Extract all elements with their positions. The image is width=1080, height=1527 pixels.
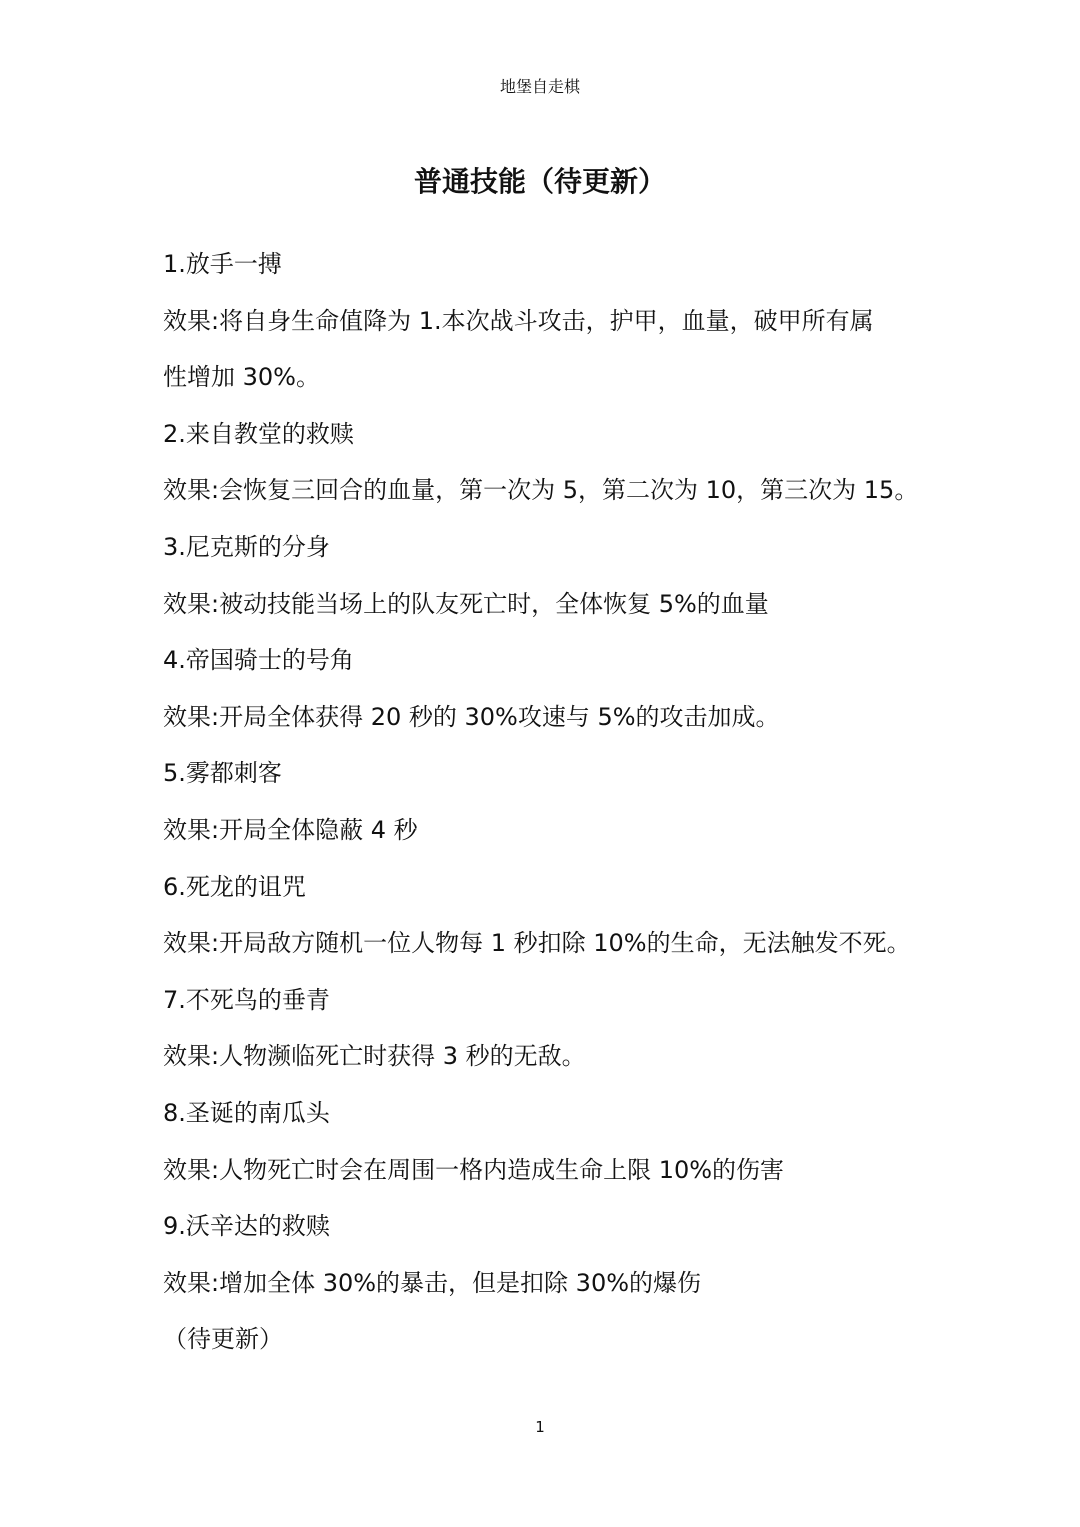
skill-1-effect-cont: 性增加 30%。 bbox=[163, 363, 320, 392]
skill-9-name: 9.沃辛达的救赎 bbox=[163, 1212, 330, 1241]
skill-8-effect: 效果:人物死亡时会在周围一格内造成生命上限 10%的伤害 bbox=[163, 1155, 785, 1184]
page-number: 1 bbox=[535, 1418, 545, 1436]
skill-2-name: 2.来自教堂的救赎 bbox=[163, 419, 354, 448]
skill-8-name: 8.圣诞的南瓜头 bbox=[163, 1098, 330, 1127]
skill-9-effect: 效果:增加全体 30%的暴击，但是扣除 30%的爆伤 bbox=[163, 1268, 702, 1297]
to-be-updated-note: （待更新） bbox=[163, 1325, 283, 1354]
skill-1-name: 1.放手一搏 bbox=[163, 250, 282, 278]
skill-list bbox=[163, 236, 953, 1368]
skill-7-effect: 效果:人物濒临死亡时获得 3 秒的无敌。 bbox=[163, 1042, 586, 1071]
page-title: 普通技能（待更新） bbox=[413, 165, 666, 198]
skill-6-effect: 效果:开局敌方随机一位人物每 1 秒扣除 10%的生命，无法触发不死。 bbox=[163, 929, 911, 958]
skill-4-name: 4.帝国骑士的号角 bbox=[163, 646, 354, 675]
skill-3-name: 3.尼克斯的分身 bbox=[163, 532, 330, 561]
skill-6-name: 6.死龙的诅咒 bbox=[163, 872, 306, 901]
skill-2-effect: 效果:会恢复三回合的血量，第一次为 5，第二次为 10，第三次为 15。 bbox=[163, 476, 919, 505]
skill-4-effect: 效果:开局全体获得 20 秒的 30%攻速与 5%的攻击加成。 bbox=[163, 702, 780, 731]
skill-7-name: 7.不死鸟的垂青 bbox=[163, 985, 330, 1014]
skill-1-effect: 效果:将自身生命值降为 1.本次战斗攻击，护甲，血量，破甲所有属 bbox=[163, 306, 874, 335]
skill-5-effect: 效果:开局全体隐蔽 4 秒 bbox=[163, 815, 418, 844]
page-header: 地堡自走棋 bbox=[499, 77, 580, 96]
skill-3-effect: 效果:被动技能当场上的队友死亡时，全体恢复 5%的血量 bbox=[163, 589, 769, 618]
skill-5-name: 5.雾都刺客 bbox=[163, 759, 282, 788]
